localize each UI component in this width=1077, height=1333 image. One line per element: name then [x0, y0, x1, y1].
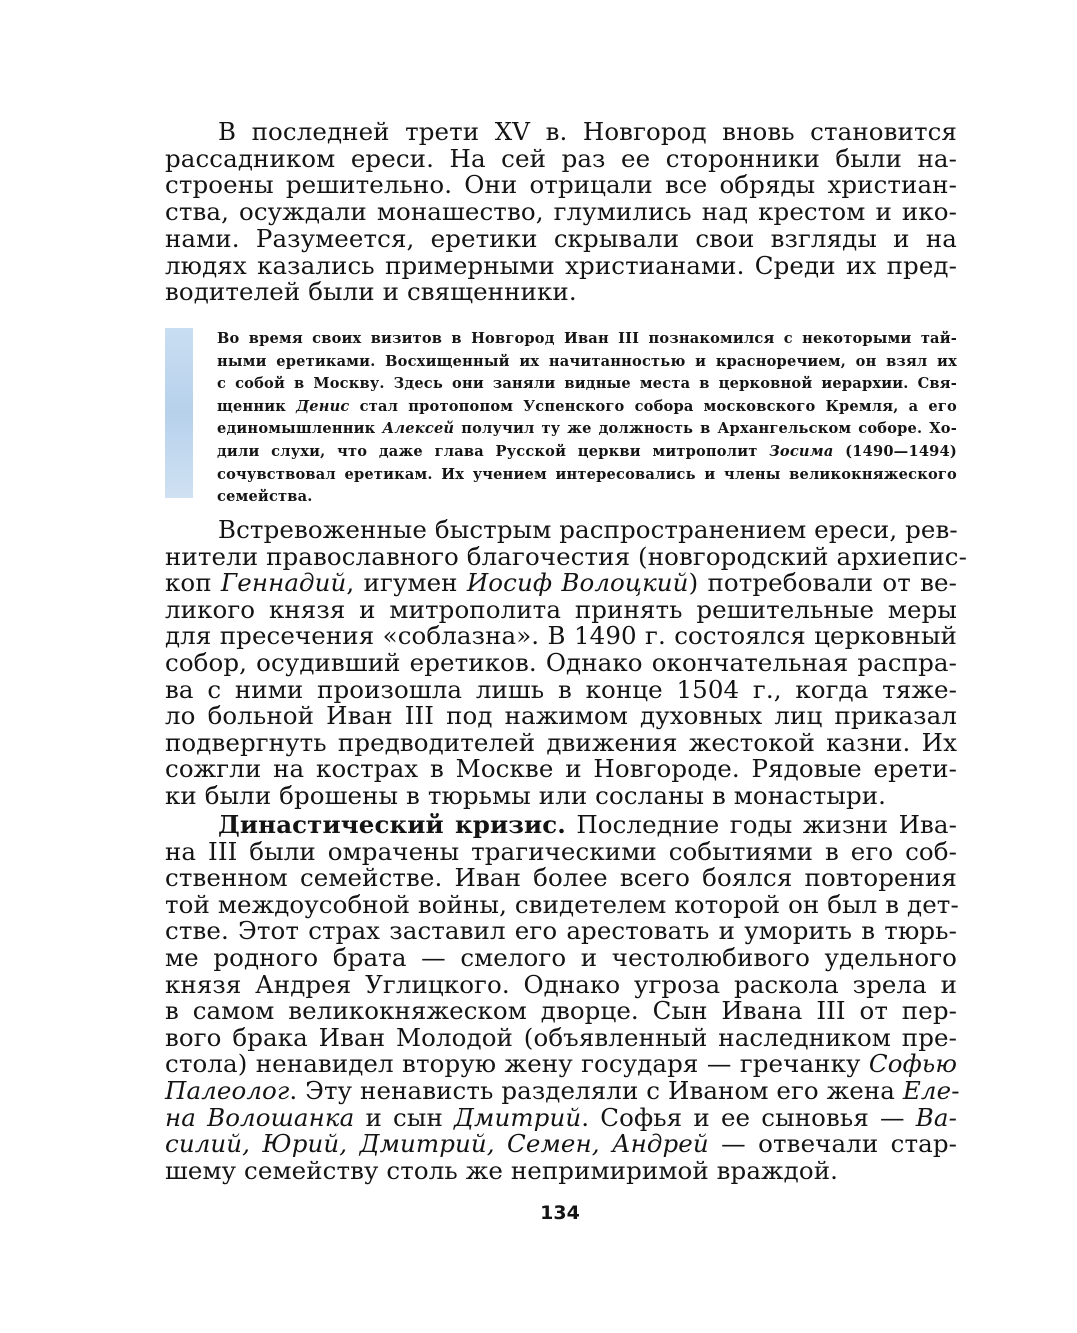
text-run: получил ту же должность в Архангельском соборе. Хо- [454, 420, 957, 438]
text-run: в самом великокняжеском дворце. Сын Ивана III от пер- [165, 996, 957, 1026]
text-line [165, 865, 957, 892]
text-run: дили слухи, что даже глава Русской церкви митрополит [217, 443, 770, 460]
text-line [165, 199, 957, 226]
text-line [165, 223, 957, 253]
note-line [217, 351, 957, 373]
text-line [165, 570, 957, 597]
text-line [165, 1155, 957, 1185]
note-line [217, 373, 957, 395]
note-line [217, 328, 957, 350]
text-line [165, 594, 957, 624]
text-run: нами. Разумеется, еретики скрывали свои взгляды и на [165, 223, 957, 253]
text-line [165, 889, 959, 919]
text-line [165, 836, 957, 866]
text-run: на III были омрачены трагическими событиями в его соб- [165, 836, 957, 866]
text-run: для пресечения «соблазна». В 1490 г. состоялся церковный [165, 621, 957, 651]
emphasized-name: Палеолог [165, 1076, 290, 1105]
section-heading: Династический кризис. [218, 810, 566, 839]
text-run: стола) ненавидел вторую жену государя — гречанку [165, 1049, 869, 1079]
text-run: — отвечали стар- [708, 1129, 957, 1159]
text-run: щенник [217, 397, 297, 415]
text-run: , игумен [346, 568, 467, 598]
text-line [165, 250, 957, 280]
emphasized-name: силий, Юрий, Дмитрий, Семен, Андрей [165, 1129, 709, 1159]
text-line [165, 143, 957, 173]
text-run: единомышленник [217, 420, 383, 438]
text-run: семейства. [217, 488, 313, 506]
text-run: людях казались примерными христианами. Среди их пред- [165, 250, 957, 280]
text-run: строены решительно. Они отрицали все обряды христиан- [165, 170, 957, 200]
text-line [165, 650, 957, 677]
text-run: шему семейству столь же непримиримой враждой. [165, 1155, 839, 1185]
text-run: ) потребовали от ве- [688, 568, 957, 598]
note-line [217, 486, 957, 508]
text-run: коп [165, 568, 221, 598]
text-run: рассадником ереси. На сей раз ее сторонники были на- [165, 143, 957, 173]
text-line [165, 279, 957, 306]
text-line [165, 1131, 957, 1158]
page-number: 134 [540, 1202, 580, 1224]
text-run: стве. Этот страх заставил его арестовать и уморить в тюрь- [165, 916, 957, 946]
text-run: той междоусобной войны, свидетелем которой он был в дет- [165, 889, 959, 919]
text-line [165, 1102, 957, 1132]
text-run: В последней трети XV в. Новгород вновь становится [218, 117, 957, 146]
text-run: и сын [354, 1102, 455, 1132]
text-run: князя Андрея Углицкого. Однако угроза раскола зрела и [165, 969, 957, 999]
note-line [217, 441, 957, 463]
text-run: Во время своих визитов в Новгород Иван III познакомился с некоторыми тай- [217, 330, 957, 347]
text-run: (1490—1494) [833, 443, 958, 460]
text-run: ло больной Иван III под нажимом духовных лиц приказал [165, 701, 957, 731]
text-line [165, 703, 957, 730]
text-run: сочувствовал еретикам. Их учением интересовались и члены великокняжеского [217, 465, 957, 483]
text-line [218, 517, 957, 544]
note-line [217, 418, 957, 440]
note-accent-bar [165, 328, 193, 498]
text-line [165, 1022, 957, 1052]
text-line [165, 1076, 960, 1105]
text-run: вого брака Иван Молодой (объявленный наследником пре- [165, 1022, 957, 1052]
text-line [165, 969, 957, 999]
text-line [165, 756, 957, 783]
text-run: стал протопопом Успенского собора московского Кремля, а его [349, 397, 957, 415]
text-run: ства, осуждали монашество, глумились над крестом и ико- [165, 197, 957, 227]
text-run: подвергнуть предводителей движения жестокой казни. Их [165, 727, 957, 757]
emphasized-name: Зосима [769, 443, 834, 460]
text-line [165, 172, 957, 199]
text-run: собор, осудивший еретиков. Однако окончательная распра- [165, 648, 957, 677]
text-run: ственном семействе. Иван более всего боялся повторения [165, 863, 957, 893]
text-run: . Эту ненависть разделяли с Иваном его жена [289, 1076, 903, 1105]
text-line [165, 998, 957, 1025]
text-run: Встревоженные быстрым распространением ереси, рев- [218, 515, 958, 544]
emphasized-name: Геннадий [220, 568, 347, 598]
text-line [165, 945, 957, 972]
sidebar-note [165, 328, 958, 506]
text-run: ными еретиками. Восхищенный их начитанностью и красноречием, он взял их [217, 352, 957, 370]
text-line [165, 541, 967, 571]
text-line [165, 918, 957, 945]
text-run: водителей были и священники. [165, 277, 577, 307]
emphasized-name: на Волошанка [165, 1102, 355, 1132]
text-run: нители православного благочестия (новгородский архиепис- [165, 541, 967, 571]
emphasized-name: Денис [296, 397, 350, 415]
emphasized-name: Иосиф Волоцкий [466, 568, 689, 598]
text-line [165, 674, 957, 704]
note-line [217, 464, 957, 486]
emphasized-name: Еле- [902, 1076, 960, 1105]
emphasized-name: Софью [868, 1049, 957, 1079]
text-line [218, 812, 957, 839]
text-line [165, 623, 957, 650]
text-run: ки были брошены в тюрьмы или сосланы в монастыри. [165, 781, 887, 810]
text-line [165, 783, 957, 810]
text-line [165, 727, 957, 757]
text-run: ликого князя и митрополита принять решительные меры [165, 594, 957, 624]
note-line [217, 396, 957, 418]
emphasized-name: Алексей [382, 420, 455, 438]
text-run: ва с ними произошла лишь в конце 1504 г., когда тяже- [165, 674, 957, 704]
text-run: Последние годы жизни Ива- [565, 810, 958, 839]
text-line [165, 1051, 957, 1078]
text-run: сожгли на кострах в Москве и Новгороде. Рядовые ерети- [165, 754, 957, 784]
emphasized-name: Дмитрий [454, 1102, 582, 1132]
emphasized-name: Ва- [915, 1102, 957, 1132]
text-run: . Софья и ее сыновья — [581, 1102, 916, 1132]
text-run: с собой в Москву. Здесь они заняли видные места в церковной иерархии. Свя- [217, 375, 957, 393]
text-run: ме родного брата — смелого и честолюбивого удельного [165, 943, 957, 972]
text-line [218, 119, 957, 146]
